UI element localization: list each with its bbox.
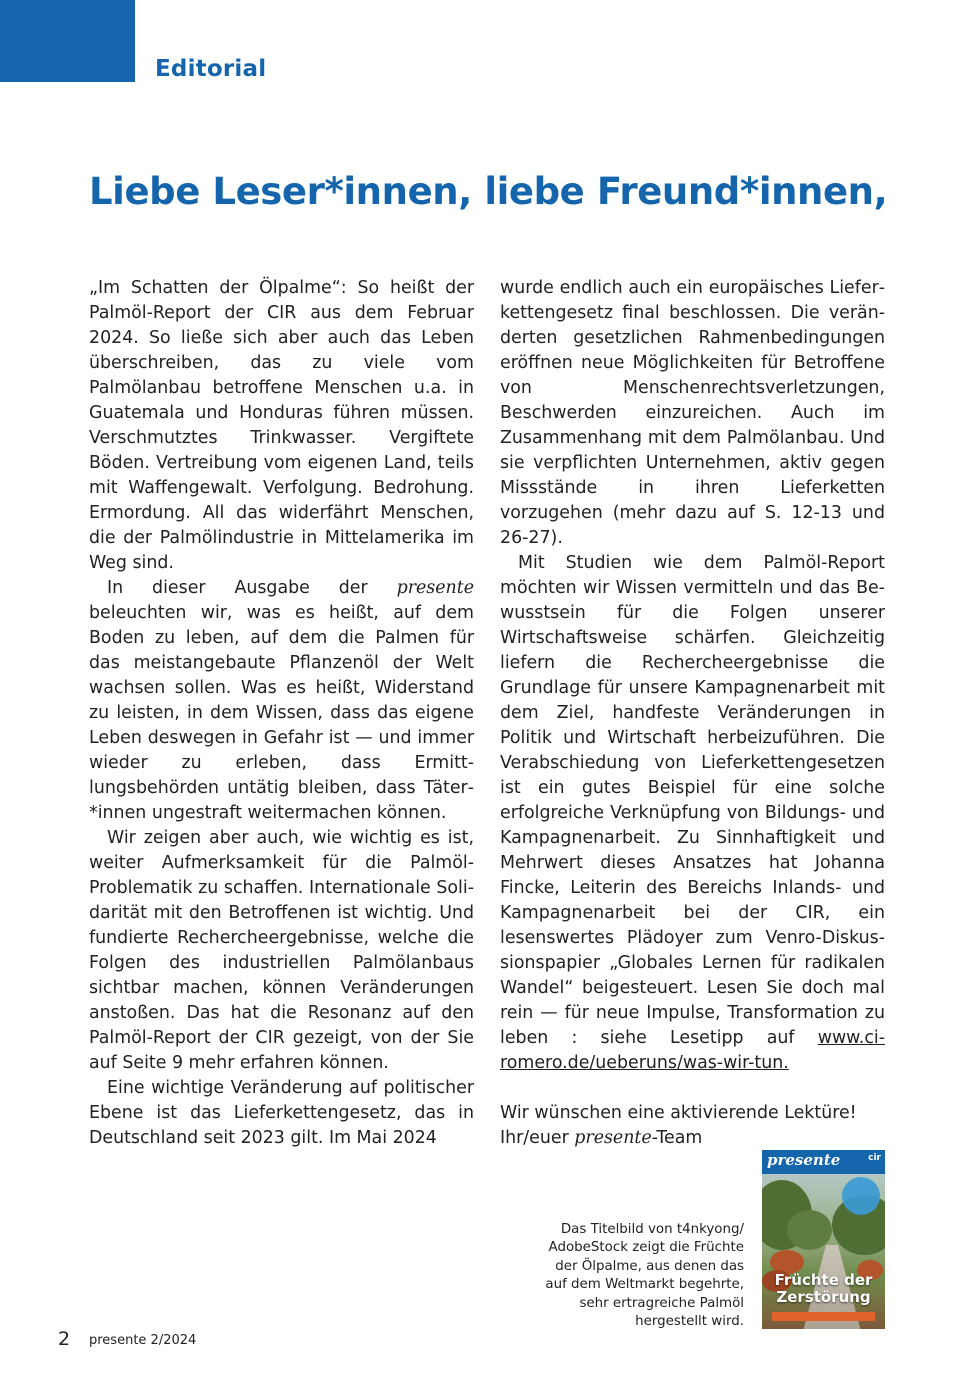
magazine-name: presente — [396, 578, 474, 598]
signoff: Ihr/euer presente-Team — [500, 1128, 703, 1148]
palm-tree-shape — [787, 1210, 832, 1250]
magazine-name: presente — [574, 1128, 652, 1148]
cover-image — [762, 1150, 885, 1329]
page-title: Liebe Leser*innen, liebe Freund*innen, — [89, 170, 888, 213]
cover-brand: presente — [767, 1151, 841, 1169]
website-link[interactable]: www.ci-romero.de/ueberuns/was-wir-tun. — [500, 1028, 885, 1073]
paragraph: „Im Schatten der Ölpalme“: So heißt der Palmöl-Report der CIR aus dem Februar 2024. So ließe sich aber auch das Leben überschreiben, das zu viele vom Palmölanbau betroffene Menschen u.a. in Guatemala und Honduras führen müssen. Verschmutztes Trinkwasser. Vergiftete Böden. Vertreibung vom eigenen Land, teils mit Waffengewalt. Verfolgung. Bedrohung. Ermordung. All das widerfährt Menschen, die der Palmölindustrie in Mittelamerika im Weg sind. — [89, 278, 474, 573]
section-label: Editorial — [155, 56, 267, 82]
paragraph: Wir zeigen aber auch, wie wichtig es ist, weiter Aufmerksamkeit für die Palmöl-Problematik zu schaffen. Internationale Solidarität mit den Betroffenen ist wichtig. Und fundierte Rechercheergebnisse, welche die Folgen des industriellen Palmölanbaus sichtbar machen, können Veränderungen anstoßen. Das hat die Resonanz auf den Palmöl-Report der CIR gezeigt, von der Sie auf Seite 9 mehr erfahren können. — [89, 828, 474, 1073]
article-column-right — [500, 276, 885, 1151]
cover-title: Früchte der Zerstörung — [774, 1271, 873, 1306]
paragraph: In dieser Ausgabe der presente beleuchten wir, was es heißt, auf dem Boden zu leben, auf dem die Palmen für das meistangebaute Pflanzenöl der Welt wachsen sollen. Was es heißt, Widerstand zu leisten, in dem Wissen, dass das eigene Leben deswegen in Gefahr ist — und immer wieder zu erleben, dass Ermittlungsbehörden untätig bleiben, dass Täter*innen ungestraft weitermachen können. — [89, 578, 474, 823]
cover-caption: Das Titelbild von t4nkyong/ AdobeStock zeigt die Früchte der Ölpalme, aus denen das auf dem Weltmarkt begehrte, sehr ertragreiche Palmöl hergestellt wird. — [545, 1222, 744, 1330]
page-number: 2 — [58, 1328, 71, 1350]
cir-logo: cir — [868, 1153, 881, 1163]
journal-issue: presente 2/2024 — [89, 1333, 197, 1348]
cover-badge — [842, 1177, 880, 1215]
paragraph: wurde endlich auch ein europäisches Lieferkettengesetz final beschlossen. Die veränderten gesetzlichen Rahmenbedingungen eröffnen neue Möglichkeiten für Betroffene von Menschenrechtsverletzungen, Beschwerden einzureichen. Auch im Zusammenhang mit dem Palmölanbau. Und sie verpflichten Unternehmen, aktiv gegen Missstände in ihren Lieferketten vorzugehen (mehr dazu auf S. 12-13 und 26-27). — [500, 278, 885, 548]
section-color-block — [0, 0, 135, 82]
closing-wish: Wir wünschen eine aktivierende Lektüre! — [500, 1103, 857, 1123]
paragraph: Eine wichtige Veränderung auf politischer Ebene ist das Lieferkettengesetz, das in Deutschland seit 2023 gilt. Im Mai 2024 — [89, 1078, 474, 1148]
cover-subtitle-strip — [772, 1312, 875, 1321]
paragraph: Mit Studien wie dem Palmöl-Report möchten wir Wissen vermitteln und das Bewusstsein für die Folgen unserer Wirtschaftsweise schärfen. Gleichzeitig liefern die Rechercheergebnisse die Grundlage für unsere Kampagnenarbeit mit dem Ziel, handfeste Veränderungen in Politik und Wirtschaft herbeizuführen. Die Verabschiedung von Lieferkettengesetzen ist ein gutes Beispiel für eine solche erfolgreiche Verknüpfung von Bildungs- und Kampagnenarbeit. Zu Sinnhaftigkeit und Mehrwert dieses Ansatzes hat Johanna Fincke, Leiterin des Bereichs Inlands- und Kampagnenarbeit bei der CIR, ein lesenswertes Plädoyer zum Venro-Diskussionspapier „Globales Lernen für radikalen Wandel“ beigesteuert. Lesen Sie doch mal rein — für neue Impulse, Transformation zu leben : siehe Lesetipp auf www.ci-romero.de/ueberuns/was-wir-tun. — [500, 553, 885, 1073]
article-column-left — [89, 276, 474, 1151]
